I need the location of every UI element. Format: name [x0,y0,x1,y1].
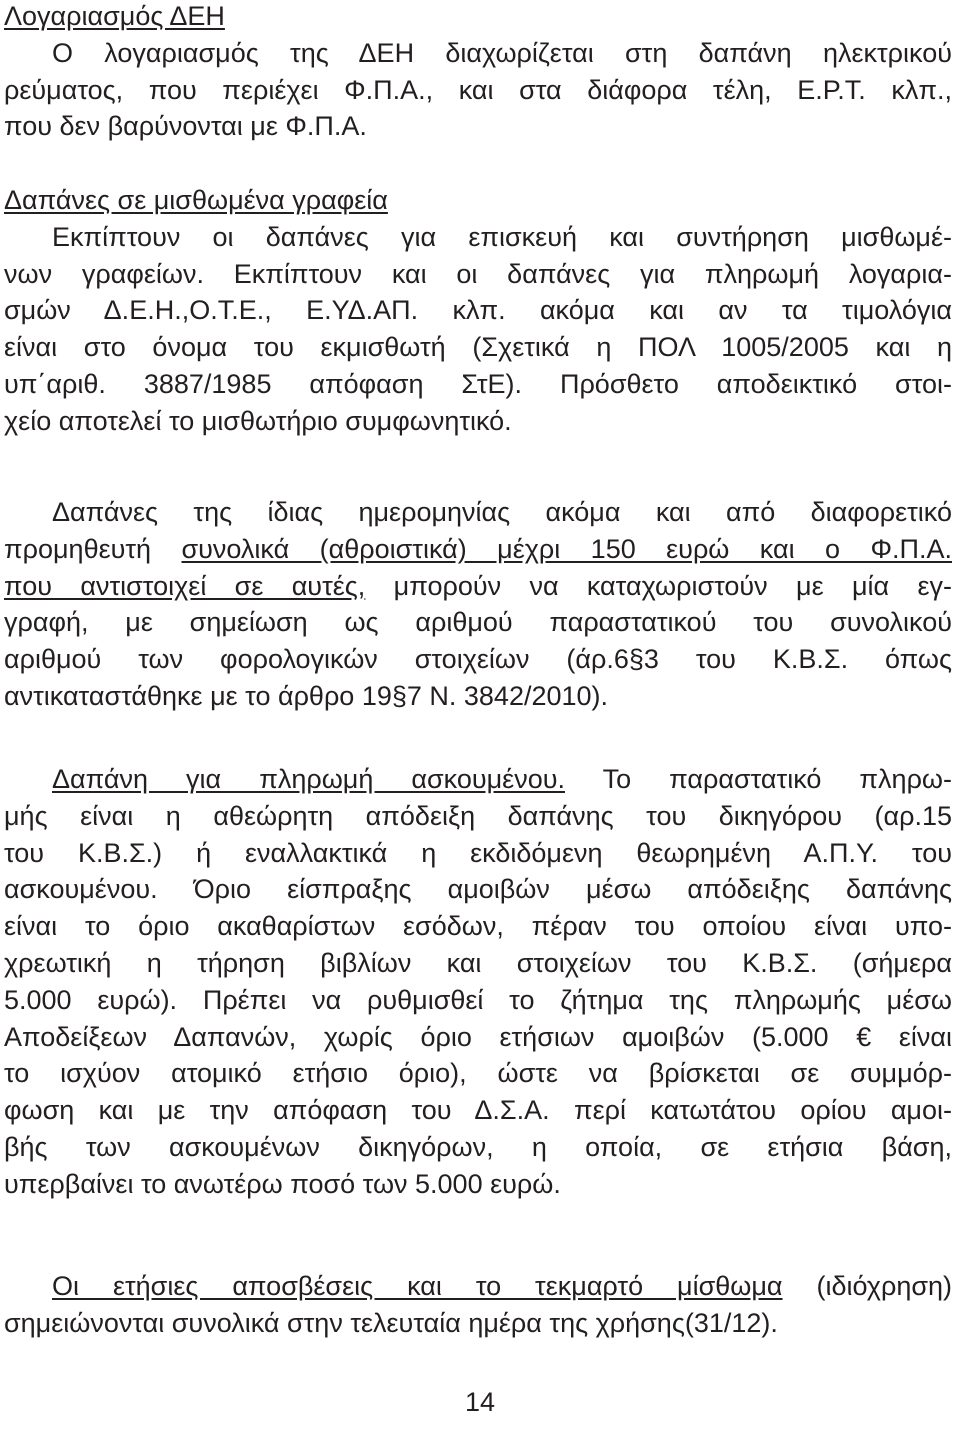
section-rented-offices [4,182,952,440]
paragraph-line: φωση και με την απόφαση του Δ.Σ.Α. περί κατωτάτου ορίου αμοι- [4,1095,952,1126]
paragraph-line: γραφή, με σημείωση ως αριθμού παραστατικού του συνολικού [4,607,952,638]
paragraph-line: μής είναι η αθεώρητη απόδειξη δαπάνης του δικηγόρου (αρ.15 [4,800,952,831]
heading-trainee: Δαπάνη για πληρωμή ασκουμένου. [52,764,566,794]
paragraph-line: Αποδείξεων Δαπανών, χωρίς όριο ετήσιων αμοιβών (5.000 € είναι [4,1021,952,1052]
paragraph-line: Εκπίπτουν οι δαπάνες για επισκευή και συντήρηση μισθωμέ- [52,221,952,252]
paragraph-line [4,568,952,605]
paragraph-line: χείο αποτελεί το μισθωτήριο συμφωνητικό. [4,405,512,436]
paragraph-line [4,761,952,798]
paragraph-line: υπερβαίνει το ανωτέρω ποσό των 5.000 ευρώ. [4,1168,561,1199]
heading-rented-offices: Δαπάνες σε μισθωμένα γραφεία [4,185,388,215]
heading-dei: Λογαριασμός ΔΕΗ [4,1,225,31]
paragraph-line: ρεύματος, που περιέχει Φ.Π.Α., και στα διάφορα τέλη, Ε.Ρ.Τ. κλπ., [4,74,952,105]
paragraph-line: αριθμού των φορολογικών στοιχείων (άρ.6§3 του Κ.Β.Σ. όπως [4,644,952,675]
section-dei [4,0,952,145]
paragraph-line: που δεν βαρύνονται με Φ.Π.Α. [4,111,367,142]
page-number: 14 [464,1387,496,1417]
paragraph-line [4,1268,952,1305]
paragraph-line: σμών Δ.Ε.Η.,Ο.Τ.Ε., Ε.ΥΔ.ΑΠ. κλπ. ακόμα και αν τα τιμολόγια [4,295,952,326]
section-depreciation [4,1268,952,1342]
paragraph-line: Δαπάνες της ίδιας ημερομηνίας ακόμα και από διαφορετικό [52,497,952,527]
section-trainee [4,761,952,1203]
paragraph-line: το ισχύον ατομικό ετήσιο όριο), ώστε να βρίσκεται σε συμμόρ- [4,1058,952,1089]
text-run: προμηθευτή [4,533,182,564]
paragraph-line: ασκουμένου. Όριο είσπραξης αμοιβών μέσω απόδειξης δαπάνης [4,874,952,905]
paragraph-line: υπ΄αριθ. 3887/1985 απόφαση ΣτΕ). Πρόσθετο αποδεικτικό στοι- [4,368,952,399]
underlined-text: που αντιστοιχεί σε αυτές, [4,570,366,601]
paragraph-line: είναι στο όνομα του εκμισθωτή (Σχετικά η ΠΟΛ 1005/2005 και η [4,332,952,363]
paragraph-line: νων γραφείων. Εκπίπτουν και οι δαπάνες για πληρωμή λογαρια- [4,258,952,289]
text-run: Το παραστατικό πληρω- [565,764,952,794]
paragraph-line: είναι το όριο ακαθαρίστων εσόδων, πέραν του οποίου είναι υπο- [4,911,952,942]
paragraph-line: σημειώνονται συνολικά στην τελευταία ημέρα της χρήσης(31/12). [4,1307,778,1338]
paragraph-line: 5.000 ευρώ). Πρέπει να ρυθμισθεί το ζήτημα της πληρωμής μέσω [4,984,952,1015]
section-same-date [4,494,952,715]
paragraph-line: του Κ.Β.Σ.) ή εναλλακτικά η εκδιδόμενη θεωρημένη Α.Π.Υ. του [4,837,952,868]
paragraph-line: Ο λογαριασμός της ΔΕΗ διαχωρίζεται στη δαπάνη ηλεκτρικού [52,37,952,68]
paragraph-line [4,531,952,568]
heading-depreciation: Οι ετήσιες αποσβέσεις και το τεκμαρτό μίσθωμα [52,1271,783,1301]
paragraph-line: βής των ασκουμένων δικηγόρων, η οποία, σε ετήσια βάση, [4,1131,952,1162]
paragraph-line: αντικαταστάθηκε με το άρθρο 19§7 Ν. 3842/2010). [4,680,609,711]
paragraph-line: χρεωτική η τήρηση βιβλίων και στοιχείων του Κ.Β.Σ. (σήμερα [4,947,952,978]
underlined-text: συνολικά (αθροιστικά) μέχρι 150 ευρώ και ο Φ.Π.Α. [181,533,952,564]
text-run: μπορούν να καταχωριστούν με μία εγ- [365,570,952,601]
text-run: (ιδιόχρηση) [782,1271,953,1301]
